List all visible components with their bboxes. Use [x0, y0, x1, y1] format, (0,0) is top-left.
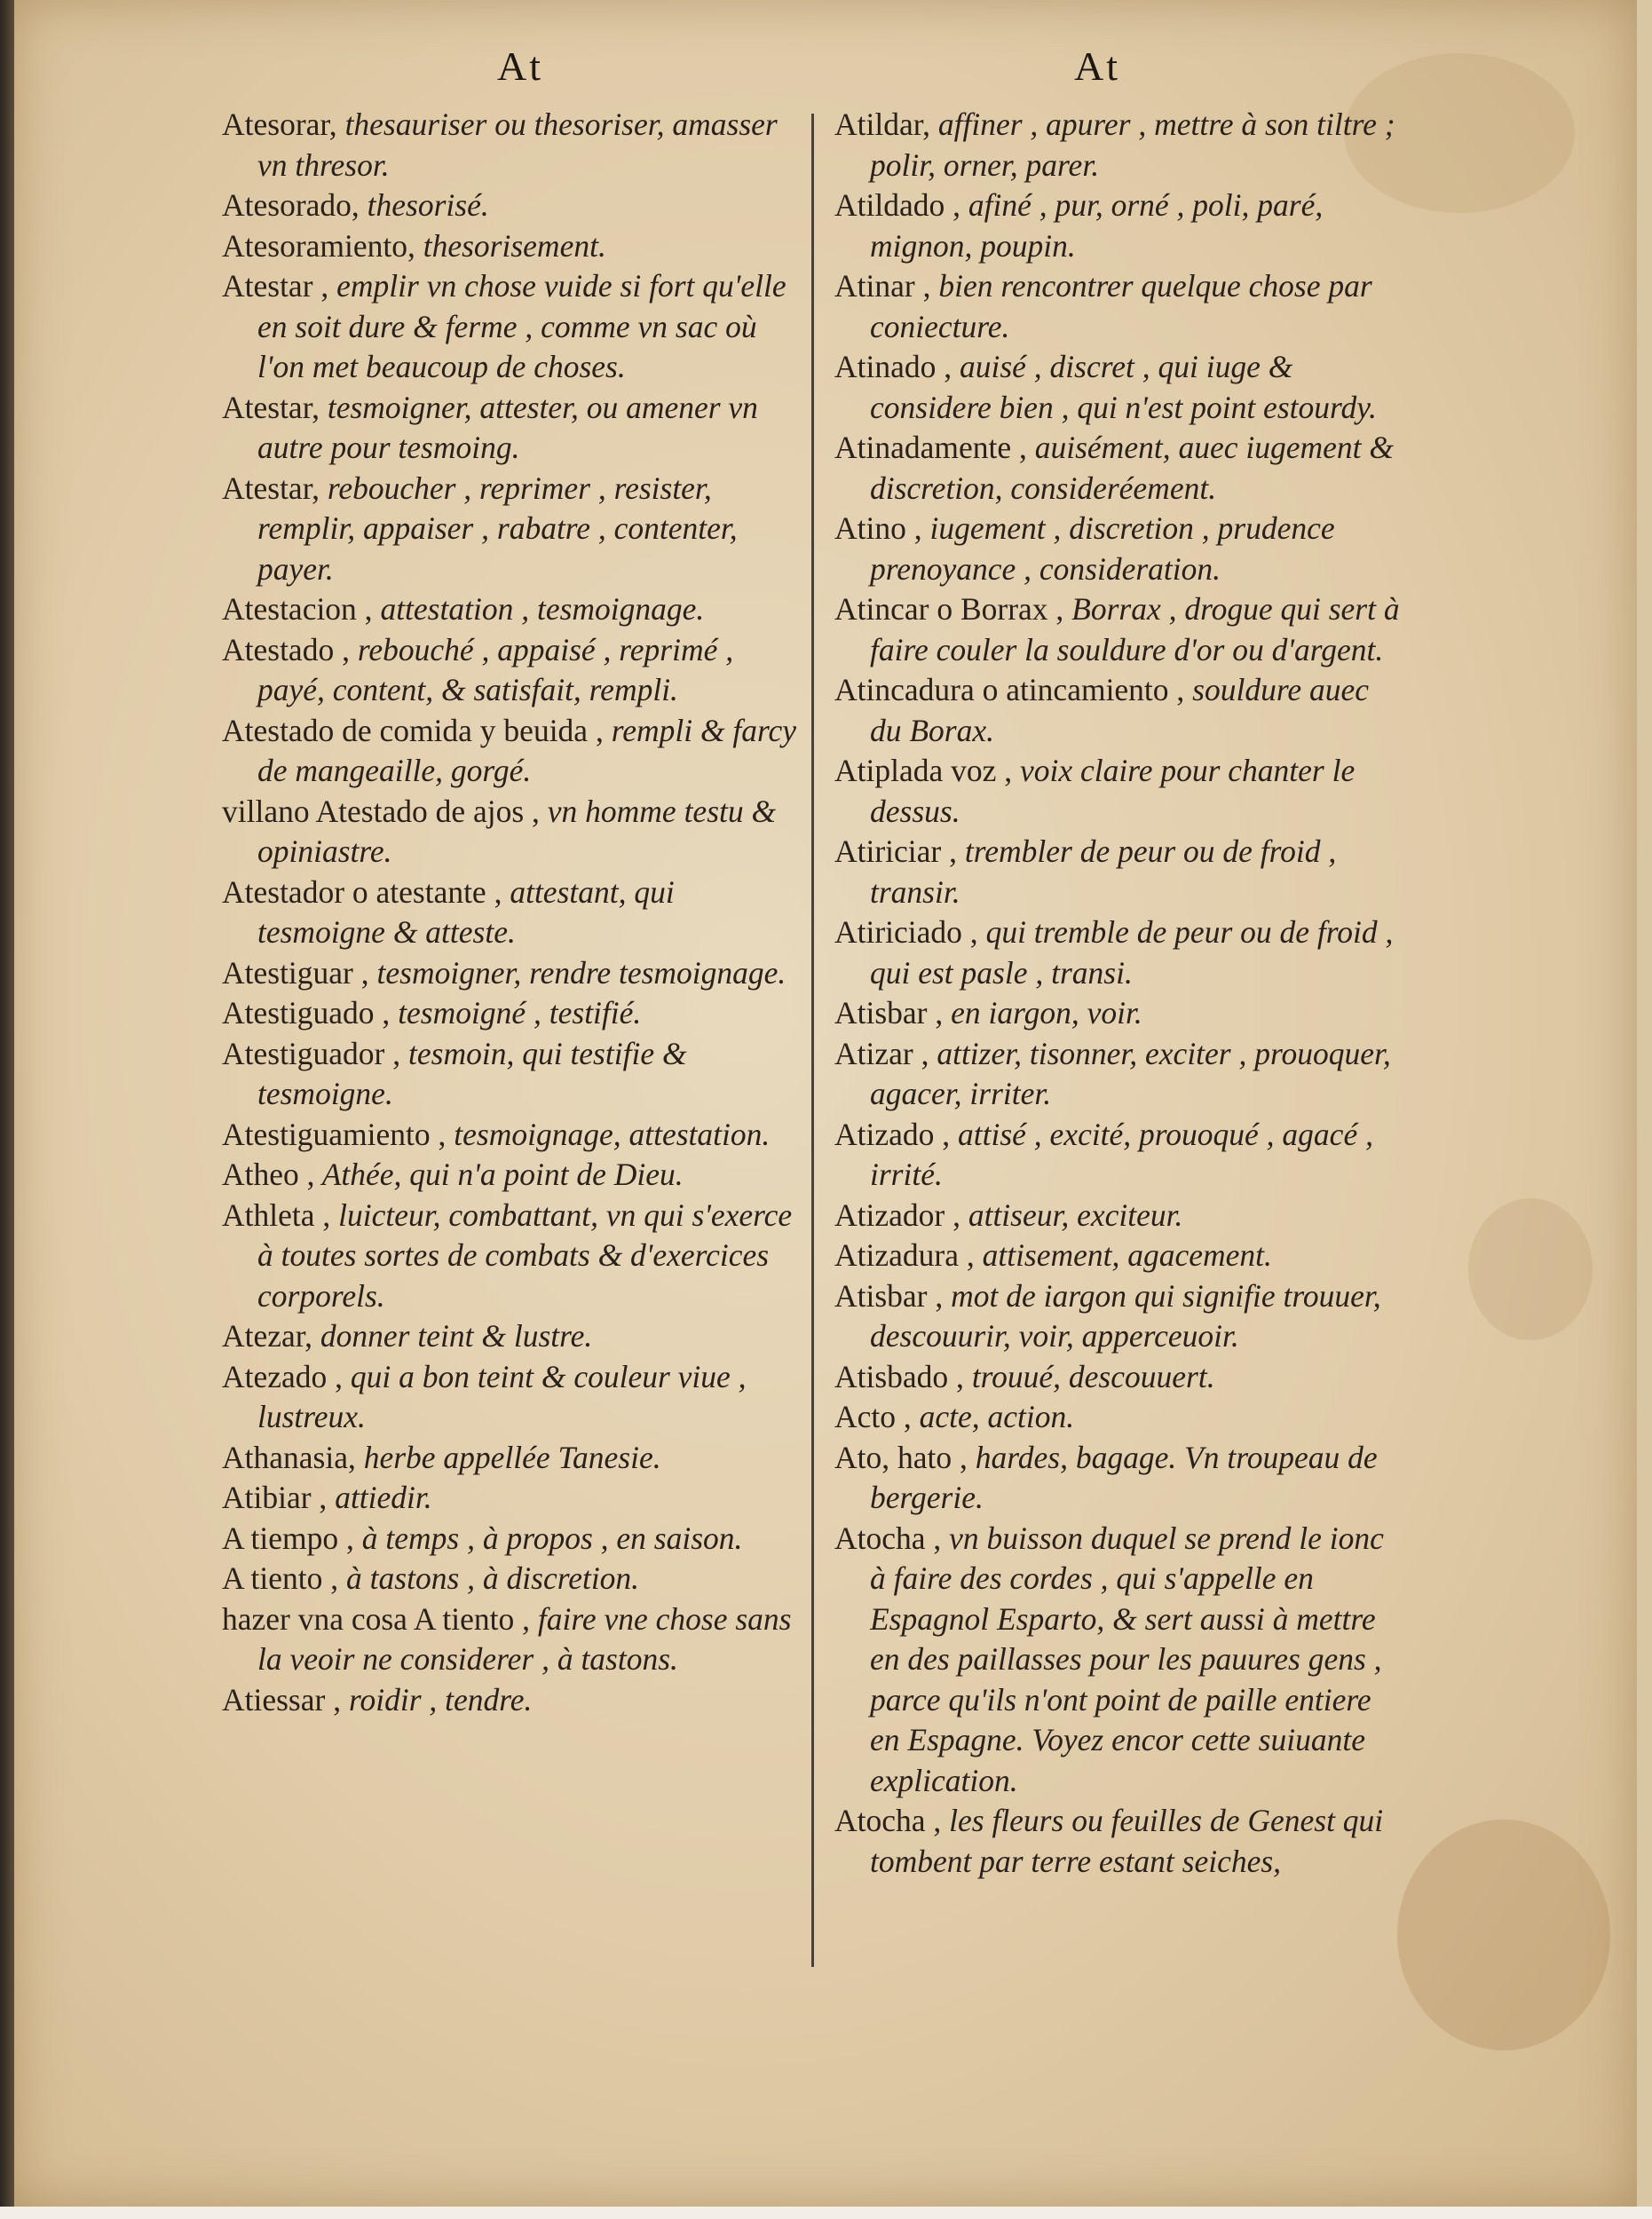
- definition: attestation , tesmoignage.: [372, 591, 705, 627]
- definition: attiseur, exciteur.: [960, 1196, 1183, 1233]
- definition: affiner , apurer , mettre à son tiltre ; polir, orner, parer.: [870, 107, 1395, 183]
- headword: Atestador o atestante ,: [222, 873, 502, 910]
- entry: [222, 1478, 799, 1519]
- entry: [834, 186, 1403, 266]
- column-divider: [811, 114, 814, 1967]
- page-bottom-edge: [0, 2207, 1652, 2219]
- definition: herbe appellée Tanesie.: [355, 1439, 661, 1475]
- entry: [222, 1115, 799, 1156]
- definition: à temps , à propos , en saison.: [353, 1520, 743, 1556]
- headword: Atestacion ,: [222, 591, 373, 627]
- definition: rebouché , appaisé , reprimé , payé, content, & satisfait, rempli.: [257, 631, 734, 707]
- headword: Atiplada voz ,: [834, 753, 1013, 788]
- headword: Atincar o Borrax ,: [834, 591, 1064, 627]
- entry: [222, 469, 799, 590]
- headword: Atheo ,: [222, 1157, 315, 1192]
- definition: iugement , discretion , prudence prenoyance , consideration.: [870, 510, 1335, 587]
- headword: Atizadura ,: [834, 1237, 975, 1273]
- headword: Atestiguador ,: [222, 1035, 401, 1071]
- definition: qui tremble de peur ou de froid , qui est pasle , transi.: [870, 914, 1394, 991]
- entry: [834, 993, 1403, 1034]
- definition: en iargon, voir.: [943, 995, 1142, 1031]
- entry: [834, 1438, 1403, 1519]
- definition: hardes, bagage. Vn troupeau de bergerie.: [870, 1439, 1378, 1515]
- entry: [834, 751, 1403, 832]
- headword: Atinado ,: [834, 349, 952, 384]
- definition: luicteur, combattant, vn qui s'exerce à toutes sortes de combats & d'exercices corporels.: [257, 1196, 793, 1314]
- headword: hazer vna cosa A tiento ,: [222, 1600, 530, 1637]
- definition: bien rencontrer quelque chose par coniecture.: [870, 268, 1372, 344]
- entry: [222, 993, 799, 1034]
- entry: [222, 1155, 799, 1196]
- definition: emplir vn chose vuide si fort qu'elle en soit dure & ferme , comme vn sac où l'on met beaucoup de choses.: [257, 268, 786, 384]
- headword: Ato, hato ,: [834, 1439, 968, 1475]
- entry: [222, 226, 799, 267]
- stain: [1397, 1820, 1610, 2050]
- headword: Atinadamente ,: [834, 430, 1027, 465]
- entry: [834, 1357, 1403, 1398]
- entry: [834, 1519, 1403, 1802]
- headword: Atino ,: [834, 510, 922, 546]
- entry: [222, 1599, 799, 1680]
- headword: Athleta ,: [222, 1196, 331, 1233]
- headword: Atestado de comida y beuida ,: [222, 712, 604, 748]
- right-column: [834, 105, 1403, 1882]
- definition: attisé , excité, prouoqué , agacé , irrité.: [870, 1116, 1373, 1192]
- entry: [222, 1680, 799, 1721]
- definition: trembler de peur ou de froid , transir.: [870, 833, 1337, 910]
- headword: Atezar,: [222, 1318, 313, 1354]
- definition: Athée, qui n'a point de Dieu.: [314, 1157, 684, 1192]
- headword: Atesorar,: [222, 107, 337, 142]
- entry: [222, 1034, 799, 1115]
- definition: trouué, descouuert.: [963, 1358, 1215, 1394]
- definition: tesmoin, qui testifie & tesmoigne.: [257, 1035, 687, 1111]
- headword: A tiento ,: [222, 1560, 339, 1596]
- headword: Atiriciado ,: [834, 914, 978, 950]
- headword: Atizado ,: [834, 1116, 951, 1152]
- headword: Atestar,: [222, 470, 320, 506]
- definition: faire vne chose sans la veoir ne considerer , à tastons.: [257, 1600, 792, 1677]
- stain: [1468, 1198, 1593, 1340]
- entry: [222, 630, 799, 711]
- definition: Borrax , drogue qui sert à faire couler la souldure d'or ou d'argent.: [870, 591, 1400, 667]
- headword: Atestar ,: [222, 268, 329, 304]
- entry: [222, 953, 799, 994]
- entry: [834, 105, 1403, 186]
- definition: thesauriser ou thesoriser, amasser vn thresor.: [257, 107, 778, 183]
- entry: [834, 1115, 1403, 1196]
- entry: [834, 912, 1403, 993]
- definition: auisé , discret , qui iuge & considere bien , qui n'est point estourdy.: [870, 349, 1377, 425]
- entry: [834, 670, 1403, 751]
- headword: Atildado ,: [834, 187, 960, 223]
- definition: thesorisé.: [359, 187, 489, 223]
- definition: acte, action.: [911, 1399, 1075, 1434]
- entry: [222, 1559, 799, 1599]
- definition: tesmoignage, attestation.: [446, 1116, 771, 1152]
- headword: Atesoramiento,: [222, 227, 415, 264]
- headword: Atestiguado ,: [222, 995, 391, 1031]
- entry: [222, 1196, 799, 1317]
- headword: Atestar,: [222, 389, 320, 425]
- entry: [834, 1196, 1403, 1236]
- definition: voix claire pour chanter le dessus.: [870, 753, 1356, 829]
- headword: Atezado ,: [222, 1358, 344, 1394]
- headword: Atestiguar ,: [222, 954, 369, 991]
- entry: [222, 1519, 799, 1560]
- entry: [834, 266, 1403, 347]
- entry: [834, 1276, 1403, 1357]
- headword: villano Atestado de ajos ,: [222, 793, 540, 829]
- definition: tesmoigner, rendre tesmoignage.: [368, 954, 786, 991]
- headword: Acto ,: [834, 1399, 912, 1434]
- definition: vn buisson duquel se prend le ionc à faire des cordes , qui s'appelle en Espagnol Esparto, & sert aussi à mettre en des paillasses pour les pauures gens , parce qu'ils n'ont point de paille entiere en Espagne. Voyez encor cette suiuante explication.: [870, 1520, 1384, 1798]
- headword: Atinar ,: [834, 268, 931, 304]
- page-binding-edge: [0, 0, 14, 2219]
- headword: A tiempo ,: [222, 1520, 354, 1556]
- definition: auisément, auec iugement & discretion, consideréement.: [870, 430, 1394, 506]
- entry: [834, 509, 1403, 589]
- headword: Atestiguamiento ,: [222, 1116, 447, 1152]
- definition: attiedir.: [327, 1480, 432, 1515]
- left-column: [222, 105, 799, 1720]
- entry: [834, 832, 1403, 912]
- entry: [222, 105, 799, 186]
- entry: [834, 1034, 1403, 1115]
- entry: [834, 1236, 1403, 1276]
- definition: tesmoigner, attester, ou amener vn autre pour tesmoing.: [257, 389, 758, 465]
- definition: attizer, tisonner, exciter , prouoquer, agacer, irriter.: [870, 1035, 1391, 1111]
- headword: Atesorado,: [222, 187, 360, 223]
- running-header-right: At: [1074, 43, 1120, 89]
- entry: [222, 266, 799, 388]
- definition: souldure auec du Borax.: [870, 672, 1369, 748]
- definition: qui a bon teint & couleur viue , lustreux.: [257, 1358, 747, 1434]
- definition: tesmoigné , testifié.: [390, 995, 642, 1031]
- entry: [222, 1357, 799, 1438]
- headword: Atizador ,: [834, 1196, 960, 1233]
- headword: Atiriciar ,: [834, 833, 957, 869]
- headword: Atiessar ,: [222, 1681, 342, 1718]
- headword: Atisbado ,: [834, 1358, 964, 1394]
- entry: [222, 1438, 799, 1479]
- definition: attisement, agacement.: [974, 1237, 1272, 1273]
- entry: [834, 589, 1403, 670]
- running-header-left: At: [497, 43, 543, 89]
- headword: Atildar,: [834, 107, 931, 142]
- definition: rempli & farcy de mangeaille, gorgé.: [257, 712, 797, 788]
- entry: [222, 711, 799, 792]
- headword: Atestado ,: [222, 631, 350, 667]
- definition: attestant, qui tesmoigne & atteste.: [257, 873, 675, 950]
- entry: [834, 428, 1403, 509]
- definition: thesorisement.: [415, 227, 606, 264]
- headword: Atisbar ,: [834, 1277, 944, 1314]
- definition: reboucher , reprimer , resister, remplir, appaiser , rabatre , contenter, payer.: [257, 470, 738, 587]
- headword: Atocha ,: [834, 1803, 942, 1838]
- definition: mot de iargon qui signifie trouuer, descouurir, voir, apperceuoir.: [870, 1277, 1381, 1354]
- entry: [222, 1316, 799, 1357]
- definition: afiné , pur, orné , poli, paré, mignon, poupin.: [870, 187, 1324, 264]
- headword: Atincadura o atincamiento ,: [834, 672, 1185, 707]
- entry: [222, 186, 799, 226]
- entry: [222, 388, 799, 469]
- definition: à tastons , à discretion.: [338, 1560, 640, 1596]
- entry: [222, 589, 799, 630]
- headword: Athanasia,: [222, 1439, 356, 1475]
- headword: Atibiar ,: [222, 1480, 328, 1515]
- entry: [222, 873, 799, 953]
- headword: Atisbar ,: [834, 995, 944, 1031]
- headword: Atocha ,: [834, 1520, 942, 1556]
- definition: vn homme testu & opiniastre.: [257, 793, 777, 869]
- definition: roidir , tendre.: [341, 1681, 533, 1718]
- entry: [834, 347, 1403, 428]
- definition: les fleurs ou feuilles de Genest qui tombent par terre estant seiches,: [870, 1803, 1384, 1879]
- definition: donner teint & lustre.: [312, 1318, 593, 1354]
- headword: Atizar ,: [834, 1035, 929, 1071]
- entry: [834, 1397, 1403, 1438]
- entry: [834, 1801, 1403, 1882]
- entry: [222, 792, 799, 873]
